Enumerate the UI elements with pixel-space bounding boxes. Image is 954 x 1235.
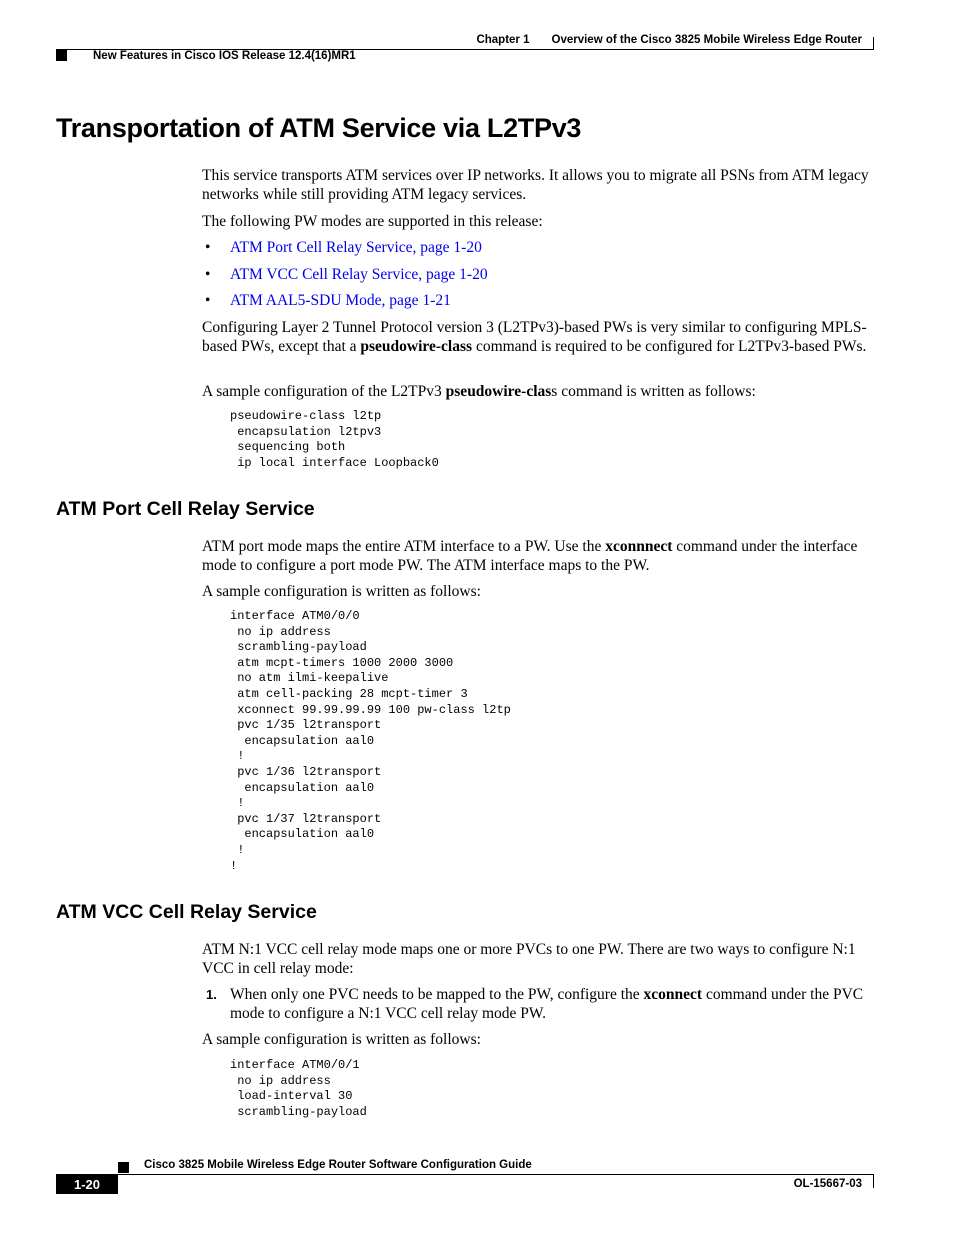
code-block-port-cell: interface ATM0/0/0 no ip address scrambling-payload atm mcpt-timers 1000 2000 3000 no atm ilmi-keepalive atm cell-packing 28 mcpt-timer 3 xconnect 99.99.99.99 100 pw-class l2tp pvc 1/35 l2transport encapsulation aal0 ! pvc 1/36 l2transport encapsulation aal0 ! pvc 1/37 l2transport encapsulation aal0 ! ! <box>230 609 511 873</box>
sample-config-paragraph: A sample configuration is written as follows: <box>202 1031 481 1048</box>
sample-config-paragraph: A sample configuration is written as follows: <box>202 583 481 600</box>
vcc-mode-paragraph: ATM N:1 VCC cell relay mode maps one or more PVCs to one PW. There are two ways to configure N:1 VCC in cell relay mode: <box>202 941 856 977</box>
code-block-vcc-cell: interface ATM0/0/1 no ip address load-interval 30 scrambling-payload <box>230 1058 367 1119</box>
command-keyword: pseudowire-clas <box>445 383 552 400</box>
chapter-label: Chapter 1 <box>476 34 530 46</box>
port-mode-paragraph <box>202 538 882 575</box>
list-item <box>205 292 451 311</box>
text-run: When only one PVC needs to be mapped to the PW, configure the <box>230 986 644 1003</box>
list-item <box>205 266 488 285</box>
text-run: s command is written as follows: <box>551 383 756 400</box>
link-atm-port-cell-relay[interactable]: ATM Port Cell Relay Service, page 1-20 <box>230 239 482 256</box>
link-atm-aal5-sdu[interactable]: ATM AAL5-SDU Mode, page 1-21 <box>230 292 451 309</box>
footer-divider <box>873 1175 874 1188</box>
text-run: Configuring Layer 2 Tunnel Protocol version 3 (L2TPv3)-based PWs is very similar to configuring MPLS-based PWs, except that a <box>202 319 867 355</box>
command-keyword: xconnnect <box>605 538 673 555</box>
l2tpv3-paragraph <box>202 319 882 356</box>
running-header-chapter <box>476 34 862 46</box>
footer-rule <box>56 1174 874 1175</box>
code-block-pseudowire: pseudowire-class l2tp encapsulation l2tpv3 sequencing both ip local interface Loopback0 <box>230 409 439 470</box>
numbered-step <box>206 986 882 1023</box>
step-number: 1. <box>206 987 217 1002</box>
document-id: OL-15667-03 <box>793 1178 862 1190</box>
text-run: command is required to be configured for L2TPv3-based PWs. <box>472 337 867 355</box>
running-header-section: New Features in Cisco IOS Release 12.4(16)MR1 <box>93 50 356 62</box>
page-title: Transportation of ATM Service via L2TPv3 <box>56 113 582 143</box>
text-run: A sample configuration of the L2TPv3 <box>202 383 446 400</box>
sample-config-paragraph <box>202 383 882 402</box>
text-run: ATM port mode maps the entire ATM interface to a PW. Use the <box>202 538 606 555</box>
footer-marker <box>118 1162 129 1173</box>
text-run: command under the interface mode to configure a port mode PW. The ATM interface maps to the PW. <box>202 538 858 574</box>
section-heading-vcc-cell: ATM VCC Cell Relay Service <box>56 901 317 923</box>
chapter-title: Overview of the Cisco 3825 Mobile Wireless Edge Router <box>551 34 862 46</box>
modes-paragraph: The following PW modes are supported in this release: <box>202 213 543 230</box>
header-marker <box>56 50 67 61</box>
command-keyword: pseudowire-class <box>360 337 473 355</box>
footer-guide-title: Cisco 3825 Mobile Wireless Edge Router Software Configuration Guide <box>144 1159 532 1171</box>
bullet-icon: • <box>205 266 211 283</box>
page-number: 1-20 <box>56 1175 118 1194</box>
section-heading-port-cell: ATM Port Cell Relay Service <box>56 498 315 520</box>
step-text <box>230 986 882 1023</box>
text-run: command under the PVC mode to configure a N:1 VCC cell relay mode PW. <box>230 986 864 1022</box>
command-keyword: xconnect <box>643 986 703 1003</box>
bullet-icon: • <box>205 239 211 256</box>
link-atm-vcc-cell-relay[interactable]: ATM VCC Cell Relay Service, page 1-20 <box>230 266 488 283</box>
intro-paragraph: This service transports ATM services over IP networks. It allows you to migrate all PSNs from ATM legacy networks while still providing ATM legacy services. <box>202 167 869 203</box>
list-item <box>205 239 482 258</box>
bullet-icon: • <box>205 292 211 309</box>
